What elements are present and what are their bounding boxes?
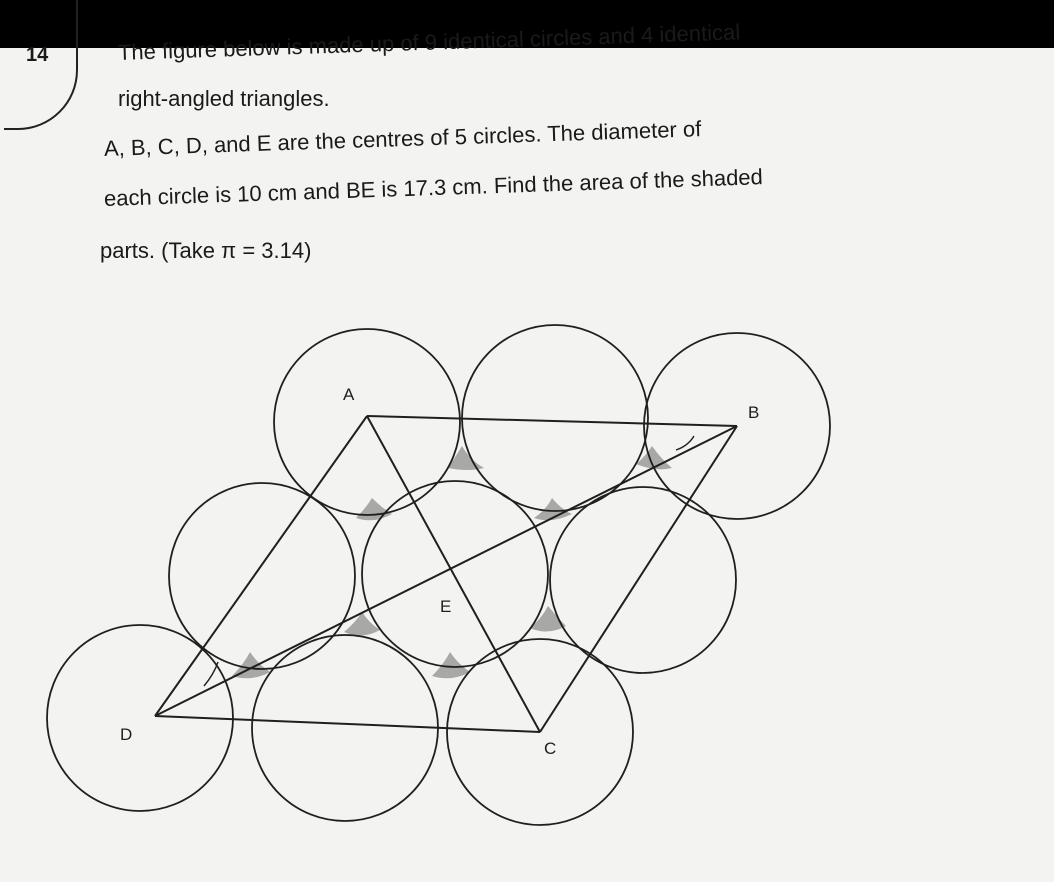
label-b: B [748,403,760,422]
circle-a [274,329,460,515]
line-b-c [540,426,737,732]
question-text-line-2: right-angled triangles. [118,86,330,111]
question-text-line-4: each circle is 10 cm and BE is 17.3 cm. Find the area of the shaded [103,164,764,211]
line-c-d [155,716,540,732]
shaded-part-2 [636,446,672,469]
label-e: E [440,597,452,616]
question-text-line-5: parts. (Take π = 3.14) [100,238,312,263]
circle-bottom-middle [252,635,438,821]
shaded-part-6 [530,606,566,632]
question-text-line-1: The figure below is made up of 9 identical circles and 4 identical [117,19,741,65]
label-d: D [120,725,133,744]
question-number: 14 [26,44,49,66]
circle-e [362,481,548,667]
line-a-b [367,416,737,426]
question-text-line-3: A, B, C, D, and E are the centres of 5 circles. The diameter of [103,116,702,161]
circle-top-middle [462,325,648,511]
label-c: C [544,739,557,758]
label-a: A [343,385,355,404]
shaded-part-5 [344,612,380,636]
shaded-part-3 [356,498,392,520]
circle-middle-left [169,483,355,669]
